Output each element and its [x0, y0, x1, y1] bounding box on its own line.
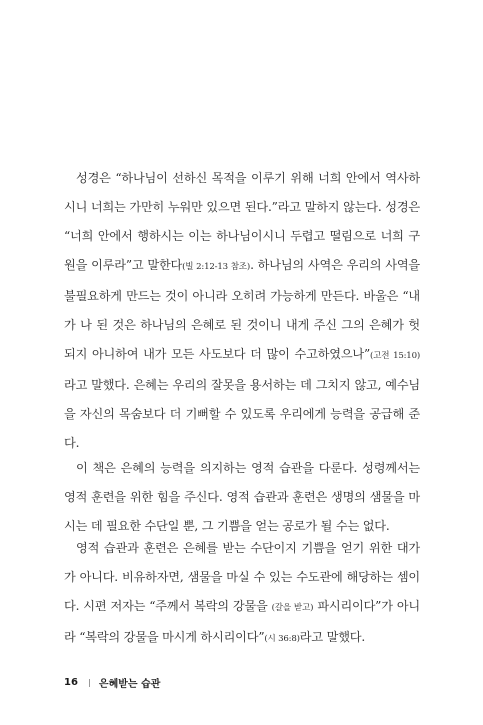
running-title: 은혜받는 습관: [98, 679, 161, 690]
scripture-reference: (시 36:8): [264, 634, 300, 644]
paragraph-3: [64, 534, 420, 654]
scripture-reference: (고전 15:10): [370, 351, 420, 361]
paragraph-1-text-c: 라고 말했다. 은혜는 우리의 잘못을 용서하는 데 그치지 않고, 예수님을 자신의 목숨보다 더 기뻐할 수 있도록 우리에게 능력을 공급해 준다.: [64, 378, 420, 450]
page-footer: [64, 675, 160, 690]
paragraph-1-text-b: . 하나님의 사역은 우리의 사역을 불필요하게 만드는 것이 아니라 오히려 가능하게 만든다. 바울은 “내가 나 된 것은 하나님의 은혜로 된 것이니 내게 주신 그의 은혜가 헛되지 아니하여 내가 모든 사도보다 더 많이 수고하였으나”: [64, 258, 420, 361]
scripture-reference: (빌 2:12-13 참조): [182, 262, 251, 272]
paragraph-1: [64, 164, 420, 458]
paragraph-1-text-a: 성경은 “하나님이 선하신 목적을 이루기 위해 너희 안에서 역사하시니 너희는 가만히 누워만 있으면 된다.”라고 말하지 않는다. 성경은 “너희 안에서 행하시는 이는 하나님이시니 두렵고 떨림으로 너희 구원을 이루라”고 말한다: [64, 171, 420, 272]
footer-divider: [89, 679, 90, 687]
paragraph-3-text-a: 영적 습관과 훈련은 은혜를 받는 수단이지 기쁨을 얻기 위한 대가가 아니다. 비유하자면, 샘물을 마실 수 있는 수도관에 해당하는 셈이다. 시편 저자는 “주께서 복락의 강물을: [64, 541, 420, 613]
inline-annotation: (갈을 받고): [271, 603, 314, 613]
paragraph-2: [64, 454, 420, 541]
paragraph-3-text-c: 라고 말했다.: [299, 630, 366, 644]
paragraph-2-text: 이 책은 은혜의 능력을 의지하는 영적 습관을 다룬다. 성령께서는 영적 훈련을 위한 힘을 주신다. 영적 습관과 훈련은 생명의 샘물을 마시는 데 필요한 수단일 뿐, 그 기쁨을 얻는 공로가 될 수는 없다.: [64, 461, 420, 533]
paragraph-3-text-b: 파시리이다”가 아니라 “복락의 강물을 마시게 하시리이다”: [64, 599, 420, 644]
page-number: 16: [64, 677, 78, 688]
